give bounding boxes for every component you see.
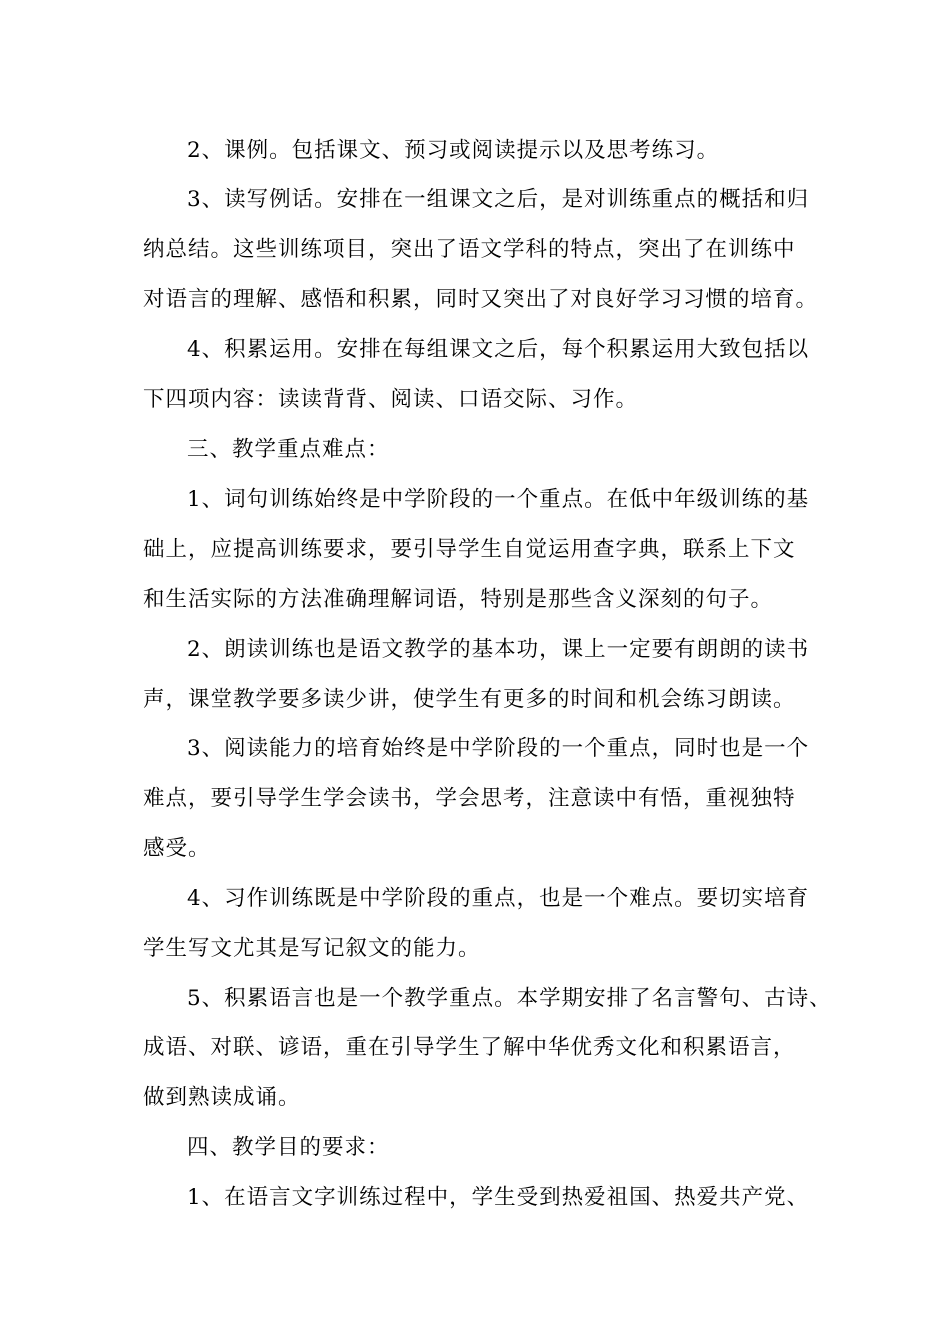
- section-heading: 三、教学重点难点：: [187, 437, 390, 462]
- paragraph-line: 3、阅读能力的培育始终是中学阶段的一个重点，同时也是一个: [187, 736, 810, 761]
- paragraph-line: 1、在语言文字训练过程中，学生受到热爱祖国、热爱共产党、: [187, 1185, 810, 1210]
- paragraph-line: 对语言的理解、感悟和积累，同时又突出了对良好学习习惯的培育。: [143, 287, 819, 312]
- paragraph-line: 础上，应提高训练要求，要引导学生自觉运用查字典，联系上下文: [143, 537, 796, 562]
- paragraph-line: 感受。: [143, 836, 211, 861]
- paragraph-line: 声，课堂教学要多读少讲，使学生有更多的时间和机会练习朗读。: [143, 687, 796, 712]
- paragraph-line: 学生写文尤其是写记叙文的能力。: [143, 936, 481, 961]
- paragraph-line: 4、积累运用。安排在每组课文之后，每个积累运用大致包括以: [187, 337, 810, 362]
- paragraph-line: 和生活实际的方法准确理解词语，特别是那些含义深刻的句子。: [143, 587, 774, 612]
- paragraph-line: 成语、对联、谚语，重在引导学生了解中华优秀文化和积累语言，: [143, 1035, 796, 1060]
- paragraph-line: 5、积累语言也是一个教学重点。本学期安排了名言警句、古诗、: [187, 986, 832, 1011]
- paragraph-line: 做到熟读成诵。: [143, 1085, 301, 1110]
- paragraph-line: 2、课例。包括课文、预习或阅读提示以及思考练习。: [187, 138, 720, 163]
- section-heading: 四、教学目的要求：: [187, 1135, 390, 1160]
- paragraph-line: 难点，要引导学生学会读书，学会思考，注意读中有悟，重视独特: [143, 786, 796, 811]
- paragraph-line: 1、词句训练始终是中学阶段的一个重点。在低中年级训练的基: [187, 487, 810, 512]
- paragraph-line: 3、读写例话。安排在一组课文之后，是对训练重点的概括和归: [187, 187, 810, 212]
- paragraph-line: 2、朗读训练也是语文教学的基本功，课上一定要有朗朗的读书: [187, 637, 810, 662]
- paragraph-line: 下四项内容：读读背背、阅读、口语交际、习作。: [143, 387, 639, 412]
- paragraph-line: 4、习作训练既是中学阶段的重点，也是一个难点。要切实培育: [187, 886, 810, 911]
- paragraph-line: 纳总结。这些训练项目，突出了语文学科的特点，突出了在训练中: [143, 237, 796, 262]
